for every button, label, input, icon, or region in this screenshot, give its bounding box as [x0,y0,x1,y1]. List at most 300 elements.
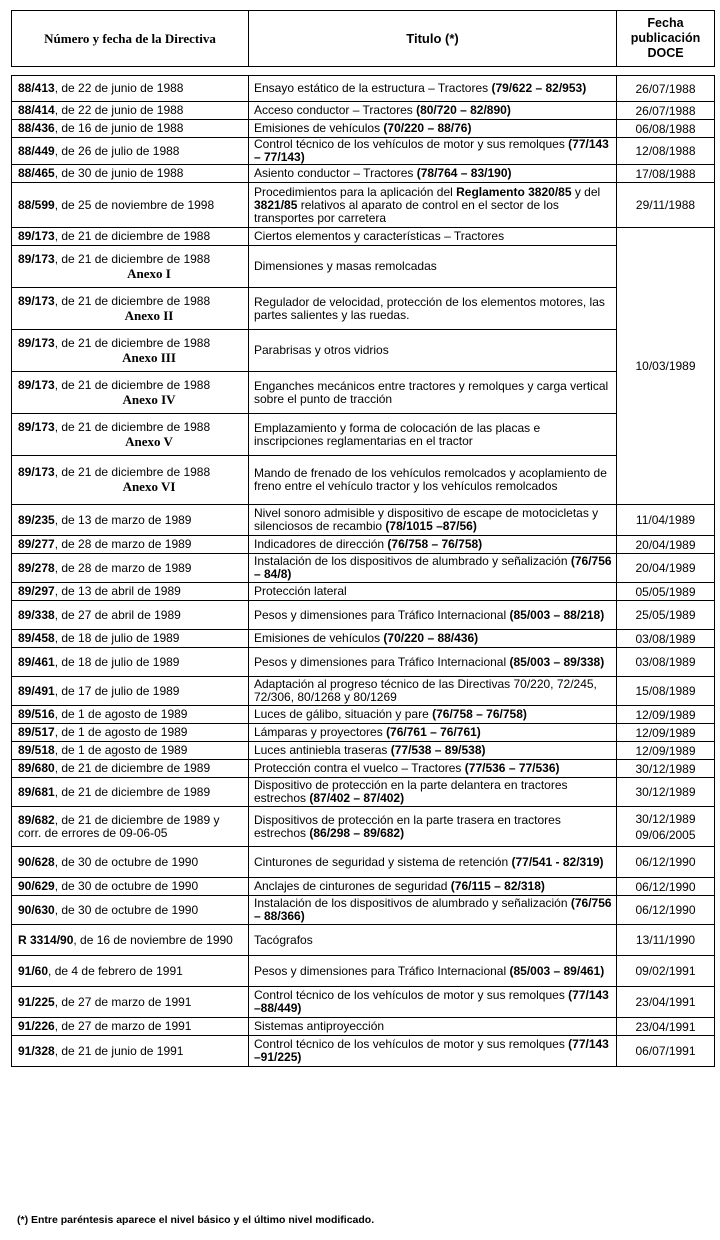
directive-cell [12,778,249,807]
directive-number: 88/436 [18,121,55,135]
table-row [12,601,715,630]
directive-number: 88/413 [18,81,55,95]
directive-number: 89/173 [18,335,55,350]
title-text: Control técnico de los vehículos de motor y sus remolques [254,1037,569,1051]
title-cell [249,414,617,456]
directive-cell [12,76,249,102]
publication-date-cell [617,505,715,536]
publication-date: 03/08/1989 [635,655,696,669]
directive-cell [12,925,249,956]
directive-cell [12,724,249,742]
directive-number: 89/278 [18,560,55,575]
table-row [12,330,715,372]
title-reference: (76/761 – 76/761) [386,725,481,739]
title-text: Protección contra el vuelco – Tractores [254,761,465,775]
table-row [12,896,715,925]
directive-date: , de 30 de junio de 1988 [54,166,184,180]
table-row [12,138,715,165]
title-cell [249,583,617,601]
publication-date: 09/02/1991 [635,964,696,978]
directive-date: , de 21 de diciembre de 1988 [54,465,211,479]
publication-date-cell [617,1036,715,1067]
publication-date-cell [617,536,715,554]
directive-date: , de 22 de junio de 1988 [54,103,184,117]
table-row [12,878,715,896]
title-text: Emisiones de vehículos [254,631,384,645]
annex-label: Anexo V [125,433,173,449]
directive-cell [12,536,249,554]
table-row [12,288,715,330]
publication-date: 06/12/1990 [635,903,696,917]
title-text: Anclajes de cinturones de seguridad [254,879,451,893]
directive-number: 91/226 [18,1019,55,1033]
table-row [12,583,715,601]
directives-table-header [11,10,715,67]
header-pub-line-2: publicación [630,31,701,45]
directive-cell [12,456,249,505]
directive-cell [12,742,249,760]
table-row [12,677,715,706]
header-pub-line-1: Fecha [647,16,684,30]
directives-table-body [12,76,715,1067]
title-cell [249,724,617,742]
publication-date: 13/11/1990 [635,933,696,947]
directive-number: 88/599 [18,197,55,212]
title-text: Control técnico de los vehículos de motor y sus remolques [254,137,569,151]
directive-number: 89/681 [18,784,55,799]
title-text: Mando de frenado de los vehículos remolcados y acoplamiento de freno entre el vehículo tractor y los vehículos remolcados [254,466,607,493]
table-row [12,165,715,183]
title-text: Dispositivo de protección en la parte delantera en tractores estrechos [254,778,568,805]
title-reference: (76/756 – 84/8) [254,554,612,581]
directive-date: , de 27 de abril de 1989 [54,607,181,622]
title-reference: (77/536 – 77/536) [464,761,560,775]
title-text: Protección lateral [254,584,347,598]
title-text: Instalación de los dispositivos de alumbrado y señalización [254,554,571,568]
directive-number: 89/461 [18,654,55,669]
directive-date: , de 28 de marzo de 1989 [54,560,192,575]
directive-cell [12,583,249,601]
directive-cell [12,414,249,456]
directive-cell [12,878,249,896]
publication-date: 30/12/1989 [635,811,696,826]
title-text: relativos al aparato de control en el sector de los transportes por carretera [254,197,559,225]
title-cell [249,706,617,724]
publication-date: 03/08/1989 [635,631,696,646]
directive-cell [12,847,249,878]
title-text: Parabrisas y otros vidrios [254,343,389,357]
directive-number: 89/517 [18,725,55,739]
directive-cell [12,288,249,330]
directive-date: , de 21 de diciembre de 1988 [54,229,211,243]
title-text: Tacógrafos [254,932,313,947]
publication-date: 20/04/1989 [635,537,696,552]
title-reference: (85/003 – 88/218) [509,607,605,622]
publication-date: 09/06/2005 [635,827,696,842]
title-cell [249,807,617,847]
table-row [12,183,715,228]
title-reference: (76/758 – 76/758) [432,707,527,721]
directive-date: , de 1 de agosto de 1989 [54,725,188,739]
table-row [12,724,715,742]
table-row [12,505,715,536]
directive-cell [12,246,249,288]
title-cell [249,120,617,138]
publication-date-cell [617,601,715,630]
table-row [12,228,715,246]
title-cell [249,778,617,807]
table-row [12,1036,715,1067]
table-row [12,742,715,760]
title-cell [249,987,617,1018]
title-cell [249,956,617,987]
header-title: Titulo (*) [249,11,617,67]
directive-number: 91/60 [18,963,49,978]
title-text: y del [571,184,601,199]
publication-date-cell [617,760,715,778]
table-row [12,760,715,778]
publication-date-cell [617,648,715,677]
directive-number: 90/630 [18,902,55,917]
header-pub-line-3: DOCE [647,46,684,60]
title-text: Lámparas y proyectores [254,725,387,739]
title-reference: (78/1015 –87/56) [385,519,477,533]
directive-date: , de 21 de diciembre de 1989 y corr. de errores de 09-06-05 [18,812,220,840]
title-cell [249,102,617,120]
title-text: Emplazamiento y forma de colocación de las placas e inscripciones reglamentarias en el tractor [254,420,541,448]
directive-cell [12,1036,249,1067]
title-reference: (76/758 – 76/758) [387,537,483,551]
title-reference: 3821/85 [254,197,298,212]
table-row [12,1018,715,1036]
title-cell [249,554,617,583]
directive-number: 89/297 [18,584,55,598]
title-text: Adaptación al progreso técnico de las Directivas 70/220, 72/245, 72/306, 80/1268 y 80/1269 [254,677,597,704]
directive-cell [12,554,249,583]
directive-cell [12,956,249,987]
table-row [12,956,715,987]
title-cell [249,536,617,554]
table-row [12,76,715,102]
publication-date-cell [617,878,715,896]
directive-date: , de 13 de marzo de 1989 [54,512,192,527]
title-cell [249,1036,617,1067]
table-row [12,847,715,878]
table-row [12,648,715,677]
directive-cell [12,706,249,724]
directive-cell [12,987,249,1018]
table-row [12,414,715,456]
publication-date-cell [617,987,715,1018]
directive-date: , de 21 de diciembre de 1988 [54,419,211,434]
directive-date: , de 27 de marzo de 1991 [54,1019,192,1033]
directive-number: 90/628 [18,854,55,869]
directive-date: , de 27 de marzo de 1991 [54,994,192,1009]
title-reference: (77/541 - 82/319) [511,854,604,869]
header-number-date: Número y fecha de la Directiva [12,11,249,67]
directive-number: 89/235 [18,512,55,527]
publication-date-cell [617,583,715,601]
publication-date-cell [617,102,715,120]
directive-date: , de 1 de agosto de 1989 [54,743,188,757]
title-text: Acceso conductor – Tractores [254,103,417,117]
publication-date: 12/08/1988 [635,144,696,158]
publication-date: 23/04/1991 [635,995,696,1009]
directive-number: 89/458 [18,631,55,645]
annex-label: Anexo II [124,307,174,323]
directive-cell [12,505,249,536]
title-text: Cinturones de seguridad y sistema de retención [254,854,512,869]
title-reference: (80/720 – 82/890) [416,103,511,117]
table-row [12,778,715,807]
title-text: Luces de gálibo, situación y pare [254,707,433,721]
publication-date: 12/09/1989 [635,707,696,722]
publication-date: 26/07/1988 [635,81,696,96]
directive-date: , de 16 de noviembre de 1990 [73,932,233,947]
publication-date-cell [617,742,715,760]
annex-label: Anexo I [127,265,171,281]
title-cell [249,925,617,956]
publication-date: 26/07/1988 [635,103,696,118]
directive-number: 91/225 [18,994,55,1009]
publication-date-cell [617,807,715,847]
directive-date: , de 18 de julio de 1989 [54,654,180,669]
header-publication-date [617,11,715,67]
title-text: Ensayo estático de la estructura – Tractores [254,81,492,95]
directive-number: 89/173 [18,465,55,479]
title-cell [249,372,617,414]
title-cell [249,183,617,228]
publication-date-cell [617,165,715,183]
publication-date-cell [617,138,715,165]
publication-date: 23/04/1991 [635,1019,696,1034]
publication-date: 05/05/1989 [635,584,696,599]
title-cell [249,165,617,183]
publication-date-cell [617,724,715,742]
table-row [12,102,715,120]
annex-label: Anexo III [122,349,176,365]
title-reference: (85/003 – 89/461) [509,963,605,978]
directive-cell [12,601,249,630]
directive-number: 89/173 [18,293,55,308]
title-text: Dimensiones y masas remolcadas [254,259,437,273]
directive-cell [12,138,249,165]
directive-cell [12,896,249,925]
title-text: Pesos y dimensiones para Tráfico Internacional [254,654,510,669]
directive-cell [12,760,249,778]
publication-date: 06/07/1991 [635,1044,696,1058]
title-text: Control técnico de los vehículos de motor y sus remolques [254,988,569,1002]
directive-date: , de 30 de octubre de 1990 [54,879,199,893]
directive-date: , de 21 de diciembre de 1988 [54,335,211,350]
title-reference: (70/220 – 88/76) [383,121,472,135]
directive-date: , de 25 de noviembre de 1998 [54,197,215,212]
table-row [12,536,715,554]
footnote: (*) Entre paréntesis aparece el nivel básico y el último nivel modificado. [17,1214,375,1226]
directive-number: 88/414 [18,103,55,117]
table-row [12,987,715,1018]
title-cell [249,76,617,102]
publication-date: 17/08/1988 [635,166,696,181]
publication-date: 11/04/1989 [635,513,696,527]
directive-number: 89/682 [18,812,55,827]
publication-date-cell [617,778,715,807]
directive-number: 89/516 [18,707,55,721]
publication-date-cell [617,630,715,648]
table-row [12,554,715,583]
publication-date: 06/12/1990 [635,855,696,869]
title-cell [249,138,617,165]
directive-number: 89/173 [18,377,55,392]
directive-cell [12,102,249,120]
title-text: Enganches mecánicos entre tractores y remolques y carga vertical sobre el punto de tracción [254,378,609,406]
table-row [12,630,715,648]
directive-cell [12,372,249,414]
title-cell [249,601,617,630]
title-reference: (87/402 – 87/402) [309,791,405,805]
title-reference: (77/143 – 77/143) [254,137,609,164]
directive-number: 88/449 [18,143,55,158]
directive-date: , de 16 de junio de 1988 [54,121,184,135]
directive-number: 89/173 [18,251,55,266]
directive-date: , de 26 de julio de 1988 [54,143,180,158]
directive-number: 89/277 [18,537,55,551]
title-cell [249,288,617,330]
title-text: Pesos y dimensiones para Tráfico Internacional [254,963,510,978]
directive-date: , de 21 de diciembre de 1989 [54,784,211,799]
title-text: Dispositivos de protección en la parte trasera en tractores estrechos [254,812,561,840]
title-cell [249,742,617,760]
title-reference: (70/220 – 88/436) [383,631,479,645]
title-text: Luces antiniebla traseras [254,743,391,757]
directive-cell [12,1018,249,1036]
directive-cell [12,120,249,138]
publication-date-cell [617,677,715,706]
title-reference: (76/756 – 88/366) [254,896,612,923]
directive-cell [12,228,249,246]
annex-label: Anexo VI [122,479,176,494]
directive-date: , de 13 de abril de 1989 [54,584,181,598]
directive-number: 89/338 [18,607,55,622]
title-text: Procedimientos para la aplicación del [254,184,457,199]
publication-date-cell [617,847,715,878]
directive-number: 89/680 [18,761,55,775]
title-cell [249,456,617,505]
title-cell [249,847,617,878]
title-text: Emisiones de vehículos [254,121,384,135]
directive-cell [12,630,249,648]
title-cell [249,228,617,246]
title-cell [249,1018,617,1036]
title-cell [249,246,617,288]
title-text: Instalación de los dispositivos de alumbrado y señalización [254,896,571,910]
title-text: Indicadores de dirección [254,537,388,551]
title-reference: (79/622 – 82/953) [491,81,587,95]
directive-date: , de 21 de junio de 1991 [54,1043,184,1058]
directive-number: 89/173 [18,419,55,434]
publication-date-cell [617,554,715,583]
publication-date-cell [617,956,715,987]
publication-date: 12/09/1989 [635,743,696,758]
directive-date: , de 1 de agosto de 1989 [54,707,188,721]
publication-date: 30/12/1989 [635,761,696,776]
directive-cell [12,648,249,677]
directive-date: , de 21 de diciembre de 1989 [54,761,211,775]
title-text: Regulador de velocidad, protección de los elementos motores, las partes salientes y las ruedas. [254,294,605,322]
title-text: Asiento conductor – Tractores [254,166,417,180]
title-cell [249,330,617,372]
table-row [12,925,715,956]
publication-date: 06/08/1988 [635,121,696,136]
title-cell [249,630,617,648]
directive-number: 90/629 [18,879,55,893]
directive-date: , de 22 de junio de 1988 [54,81,184,95]
title-reference: (85/003 – 89/338) [509,654,605,669]
annex-label: Anexo IV [122,391,176,407]
publication-date-cell [617,925,715,956]
title-text: Pesos y dimensiones para Tráfico Internacional [254,607,510,622]
directive-cell [12,677,249,706]
title-cell [249,648,617,677]
title-reference: (77/538 – 89/538) [390,743,486,757]
header-row [12,11,715,67]
directive-number: 88/465 [18,166,55,180]
title-text: Sistemas antiproyección [254,1019,385,1033]
publication-date-cell [617,228,715,505]
table-row [12,372,715,414]
publication-date: 20/04/1989 [635,561,696,575]
table-row [12,246,715,288]
table-row [12,456,715,505]
title-cell [249,505,617,536]
title-reference: (77/143 –88/449) [254,988,609,1015]
directive-cell [12,330,249,372]
table-row [12,807,715,847]
directive-date: , de 21 de diciembre de 1988 [54,377,211,392]
directive-number: 89/518 [18,743,55,757]
publication-date-cell [617,120,715,138]
publication-date-cell [617,183,715,228]
directive-date: , de 4 de febrero de 1991 [48,963,183,978]
publication-date: 15/08/1989 [635,684,696,698]
directive-date: , de 17 de julio de 1989 [54,683,180,698]
publication-date: 12/09/1989 [635,725,696,740]
publication-date: 25/05/1989 [635,608,696,622]
directive-number: R 3314/90 [18,932,74,947]
publication-date: 06/12/1990 [635,879,696,894]
table-row [12,120,715,138]
directives-table [11,75,715,1067]
directive-cell [12,183,249,228]
title-text: Nivel sonoro admisible y dispositivo de escape de motocicletas y silenciosos de recambio [254,506,599,533]
directive-number: 91/328 [18,1043,55,1058]
directive-cell [12,807,249,847]
title-cell [249,878,617,896]
directive-date: , de 21 de diciembre de 1988 [54,293,211,308]
directive-date: , de 30 de octubre de 1990 [54,854,199,869]
directive-date: , de 18 de julio de 1989 [54,631,180,645]
table-row [12,706,715,724]
directive-date: , de 21 de diciembre de 1988 [54,251,211,266]
title-reference: (86/298 – 89/682) [309,825,405,840]
title-cell [249,677,617,706]
title-reference: (76/115 – 82/318) [450,879,545,893]
publication-date-cell [617,706,715,724]
title-reference: (78/764 – 83/190) [416,166,512,180]
directive-cell [12,165,249,183]
title-reference: (77/143 –91/225) [254,1037,609,1064]
title-reference: Reglamento 3820/85 [456,184,572,199]
